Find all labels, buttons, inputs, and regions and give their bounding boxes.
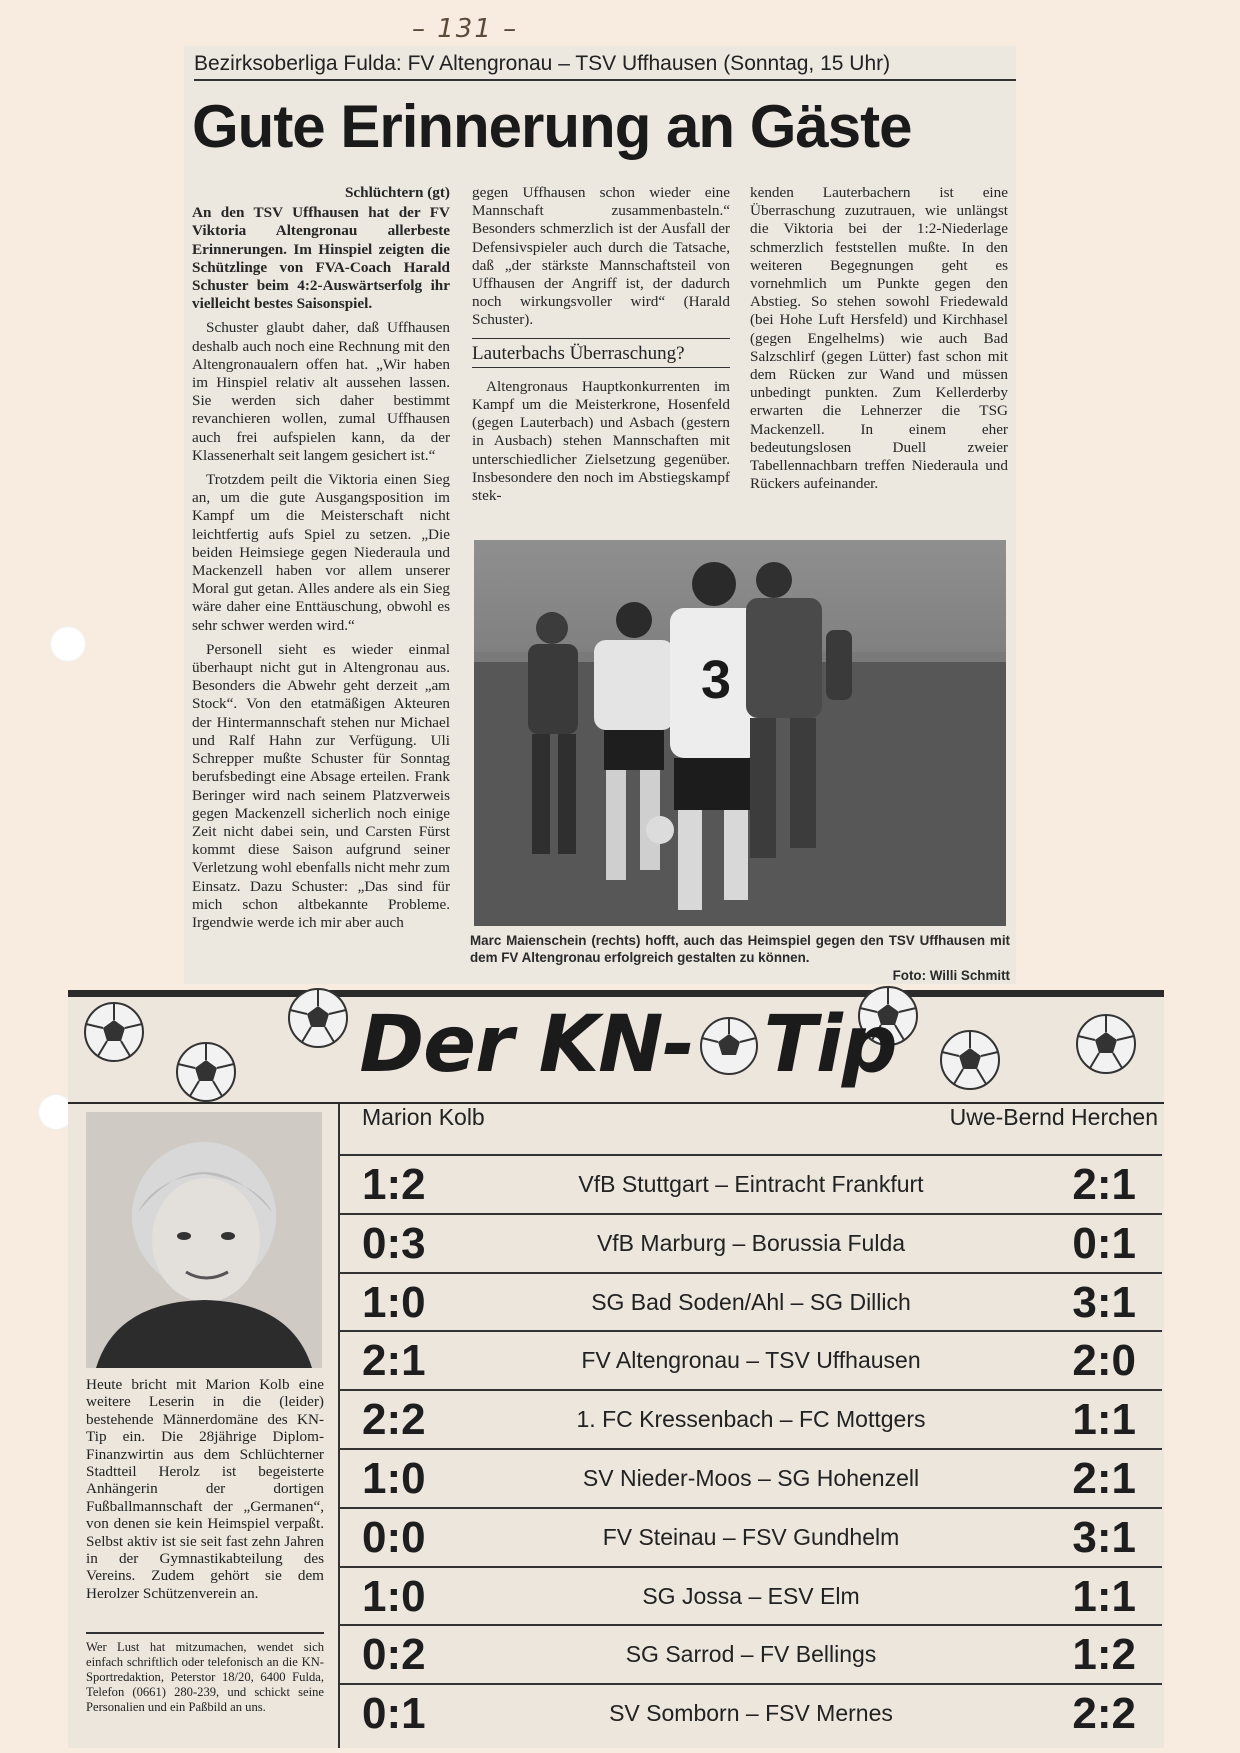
left-tip-score: 1:0 [362,1277,426,1327]
match-name: SG Bad Soden/Ahl – SG Dillich [591,1288,911,1315]
right-tip-score: 1:2 [1072,1630,1136,1680]
soccer-ball-icon [698,1015,760,1077]
match-name: SG Sarrod – FV Bellings [625,1641,877,1668]
tipster-right-name: Uwe-Bernd Herchen [949,1104,1158,1130]
match-name: VfB Marburg – Borussia Fulda [596,1229,906,1256]
match-name: FV Altengronau – TSV Uffhausen [581,1347,921,1374]
article-column-3 [750,184,1008,499]
right-tip-score: 1:1 [1072,1395,1136,1445]
tip-row [340,1154,1162,1213]
tip-row [340,1448,1162,1507]
article-paragraph: kenden Lauterbachern ist eine Überraschung zuzutrauen, wie unlängst die Viktoria bei der 1:2-Niederlage schmerzlich feststellen mußte. In den weiteren Begegnungen geht es vornehmlich um Punkte gegen den Abstieg. So stehen sowohl Friedewald (bei Hohe Luft Hersfeld) und Kirchhasel (gegen Engelhelms) wie auch Bad Salzschlirf (gegen Lütter) fast schon mit dem Rücken zur Wand und müssen unbedingt punkten. Zum Kellerderby erwarten die Lehnerzer die TSG Mackenzell. In einem eher bedeutungslosen Duell zweier Tabellennachbarn treffen Niederaula und Rückers aufeinander. [750,184,1008,493]
football-photo [474,540,1006,926]
article-column-2 [472,184,730,511]
tip-row [340,1389,1162,1448]
contact-info: Wer Lust hat mitzumachen, wendet sich einfach schriftlich oder telefonisch an die KN-Sportredaktion, Peterstor 18/20, 6400 Fulda, Telefon (0661) 280-239, und schickt seine Personalien und ein Paßbild an uns. [86,1640,324,1714]
article-paragraph: gegen Uffhausen schon wieder eine Mannschaft zusammenbasteln.“ Besonders schmerzlich ist der Ausfall der Defensivspieler auch durch die Tatsache, daß „der stärkste Mannschaftsteil von Uffhausen der Angriff ist, der dadurch noch wirkungsvoller wird“ (Harald Schuster). [472,184,730,329]
kn-tip-title-part2: Tip [763,1000,897,1090]
article-lead: An den TSV Uffhausen hat der FV Viktoria Altengronau allerbeste Erinnerungen. Im Hinspiel zeigten die Schützlinge von FVA-Coach Harald Schuster beim 4:2-Auswärtserfolg ihr vielleicht bestes Saisonspiel. [192,204,450,313]
tip-row [340,1330,1162,1389]
tip-row [340,1272,1162,1331]
match-name: VfB Stuttgart – Eintracht Frankfurt [578,1171,924,1197]
soccer-ball-icon [938,1028,1002,1092]
tip-row [340,1213,1162,1272]
right-tip-score: 2:0 [1072,1336,1136,1386]
article-subhead: Lauterbachs Überraschung? [472,338,730,368]
right-tip-score: 2:1 [1072,1160,1136,1209]
match-name: 1. FC Kressenbach – FC Mottgers [576,1406,926,1433]
right-tip-score: 2:1 [1072,1453,1136,1503]
article-paragraph: Personell sieht es wieder einmal überhaupt nicht gut in Altengronau aus. Besonders die Abwehr geht derzeit „am Stock“. Von den etatmäßigen Akteuren der Hintermannschaft stehen nur Michael und Ralf Hahn zur Verfügung. Uli Schrepper mußte Schuster für Sonntag berufsbedingt eine Absage erteilen. Frank Beringer wird nach seinem Platzverweis gegen Mackenzell sicherlich noch einige Zeit nicht dabei sein, und Carsten Fürst kommt diese Saison aufgrund seiner Verletzung wohl ebenfalls nicht mehr zum Einsatz. Dazu Schuster: „Das sind für mich schon altbekannte Probleme. Irgendwie werde ich mir aber auch [192,640,450,931]
left-tip-score: 2:1 [362,1336,426,1386]
punch-hole [50,626,86,662]
left-tip-score: 0:3 [362,1218,426,1268]
match-name: SV Nieder-Moos – SG Hohenzell [582,1464,920,1491]
soccer-ball-icon [1074,1012,1138,1076]
left-tip-score: 0:0 [362,1512,426,1562]
article-paragraph: Altengronaus Hauptkonkurrenten im Kampf um die Meisterkrone, Hosenfeld (gegen Lauterbach) und Asbach (gestern in Ausbach) stehen Mannschaften mit unterschiedlicher Zielsetzung gegenüber. Insbesondere den noch im Abstiegskampf stek- [472,377,730,505]
kn-tip-title-part1: Der KN- [359,1000,694,1090]
tipster-left-name: Marion Kolb [362,1104,485,1130]
right-tip-score: 2:2 [1072,1689,1136,1739]
tip-row [340,1624,1162,1683]
kn-tip-title [328,1000,928,1090]
right-tip-score: 3:1 [1072,1512,1136,1562]
page-number: – 131 – [412,14,519,44]
jersey-number: 3 [700,650,732,710]
match-name: FV Steinau – FSV Gundhelm [602,1523,900,1550]
soccer-ball-icon [174,1040,238,1104]
article-paragraph: Schuster glaubt daher, daß Uffhausen deshalb auch noch eine Rechnung mit den Altengronaualern offen hat. „Wir haben im Hinspiel relativ alt aussehen lassen. Sie werden sich daher bestimmt revanchieren wollen, zumal Uffhausen auch frei aufspielen kann, da der Klassenerhalt seit langem gesichert ist.“ [192,319,450,464]
photo-caption: Marc Maienschein (rechts) hofft, auch das Heimspiel gegen den TSV Uffhausen mit dem FV Altengronau erfolgreich gestalten zu können. [470,933,1010,965]
photo-credit: Foto: Willi Schmitt [892,968,1010,983]
article-column-1 [192,184,450,938]
left-tip-score: 1:2 [362,1160,426,1209]
right-tip-score: 3:1 [1072,1277,1136,1327]
right-tip-score: 1:1 [1072,1571,1136,1621]
tip-row [340,1507,1162,1566]
match-name: SG Jossa – ESV Elm [642,1582,860,1609]
left-tip-score: 0:1 [362,1689,426,1739]
tipster-intro: Heute bricht mit Marion Kolb eine weitere Leserin in die (leider) bestehende Männerdomäne des KN-Tip ein. Die 28jährige Diplom-Finanzwirtin aus dem Schlüchterner Stadtteil Herolz ist begeisterte Anhängerin der dortigen Fußballmannschaft der „Germanen“, von denen sie kein Heimspiel verpaßt. Selbst aktiv ist sie seit fast zehn Jahren in der Gymnastikabteilung des Vereins. Zudem gehört sie dem Herolzer Schützenverein an. [86,1376,324,1602]
tip-row [340,1683,1162,1742]
tip-row [340,1566,1162,1625]
article-headline: Gute Erinnerung an Gäste [192,93,912,160]
article-kicker: Bezirksoberliga Fulda: FV Altengronau – TSV Uffhausen (Sonntag, 15 Uhr) [194,52,1016,81]
left-tip-score: 0:2 [362,1630,426,1680]
soccer-ball-icon [82,1000,146,1064]
left-tip-score: 1:0 [362,1453,426,1503]
left-tip-score: 1:0 [362,1571,426,1621]
article-paragraph: Trotzdem peilt die Viktoria einen Sieg an, um die gute Ausgangsposition im Kampf um die Meisterschaft nicht leichtfertig aufs Spiel zu setzen. „Die beiden Heimsiege gegen Niederaula und Mackenzell haben vor allem unserer Moral gut getan. Alles andere als ein Sieg wäre daher eine Enttäuschung, obwohl es sehr schwer werden wird.“ [192,471,450,634]
divider [86,1632,324,1634]
ball [646,816,674,844]
portrait-photo [86,1112,322,1368]
right-tip-score: 0:1 [1072,1218,1136,1268]
dateline: Schlüchtern (gt) [344,184,450,201]
left-tip-score: 2:2 [362,1395,426,1445]
tip-table [340,1154,1162,1742]
match-name: SV Somborn – FSV Mernes [609,1700,893,1727]
